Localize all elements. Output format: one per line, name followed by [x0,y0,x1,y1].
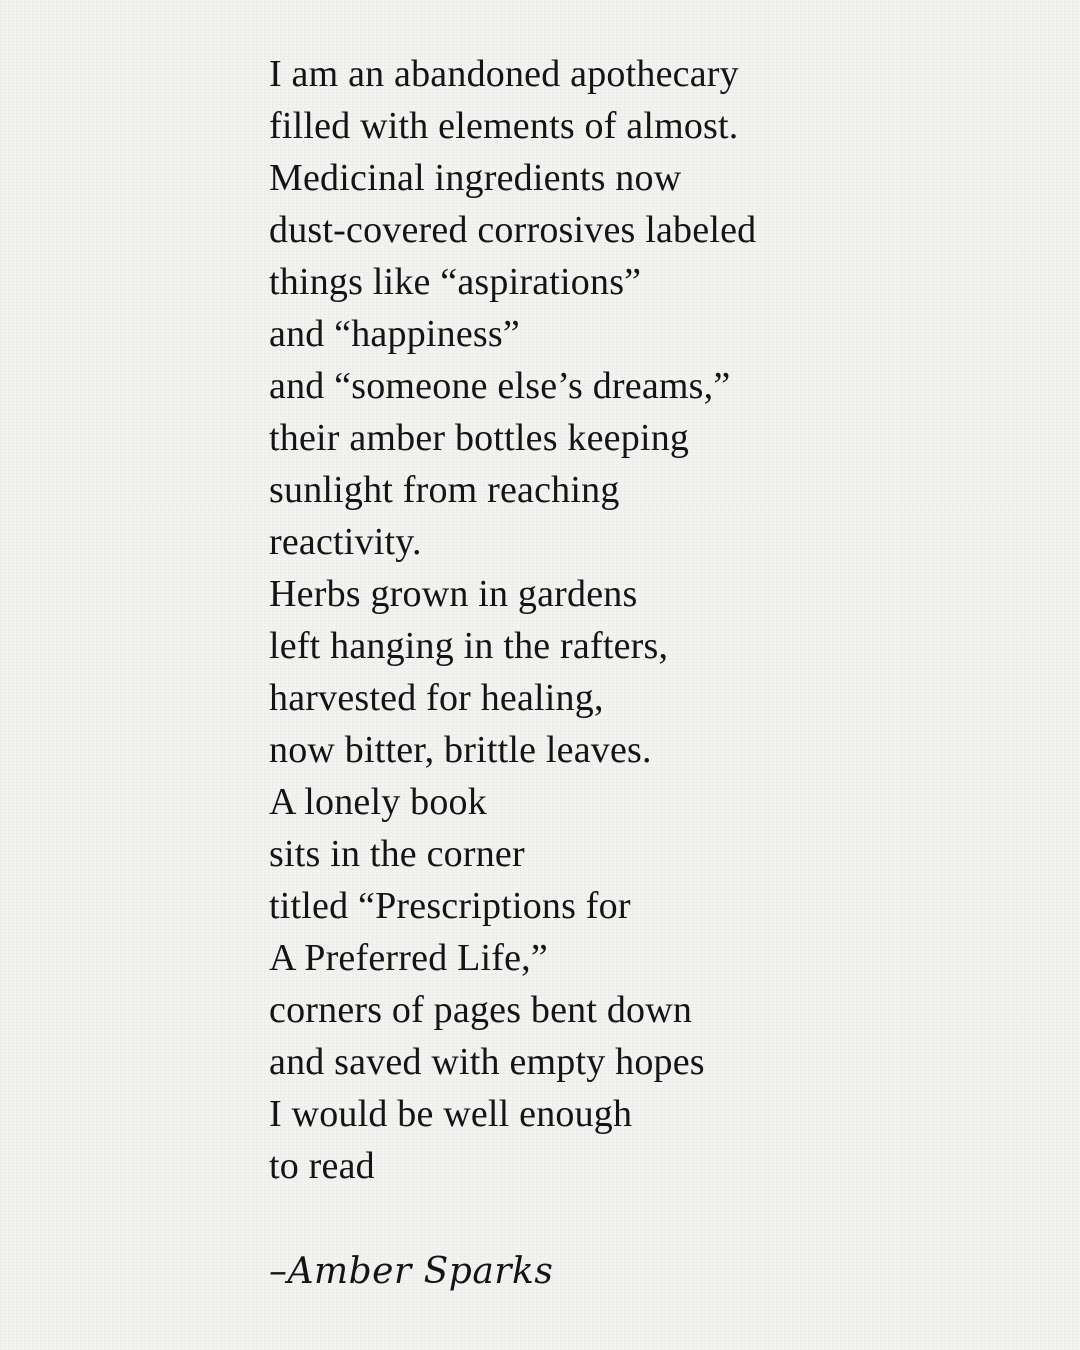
poem-line: reactivity. [269,521,422,563]
poem-line: and “someone else’s dreams,” [269,365,731,407]
author-signature: –Amber Sparks [269,1251,554,1292]
poem-line: sunlight from reaching [269,469,620,511]
poem-line: now bitter, brittle leaves. [269,729,652,771]
poem-line: dust-covered corrosives labeled [269,209,757,251]
poem-line: A Preferred Life,” [269,937,548,979]
poem-line: Medicinal ingredients now [269,157,682,199]
poem-body [269,48,1029,1192]
poem-line: titled “Prescriptions for [269,885,631,927]
poem-line: harvested for healing, [269,677,604,719]
poem-line: and saved with empty hopes [269,1041,705,1083]
poem-line: to read [269,1145,375,1187]
poem-line: filled with elements of almost. [269,105,739,147]
poem-line: sits in the corner [269,833,525,875]
poem-line: their amber bottles keeping [269,417,690,459]
poem-line: things like “aspirations” [269,261,642,303]
poem-line: I am an abandoned apothecary [269,53,739,95]
poem-line: corners of pages bent down [269,989,693,1031]
poem-line: Herbs grown in gardens [269,573,638,615]
poem-line: and “happiness” [269,313,520,355]
poem-line: I would be well enough [269,1093,633,1135]
poem-line: left hanging in the rafters, [269,625,669,667]
poem-line: A lonely book [269,781,487,823]
